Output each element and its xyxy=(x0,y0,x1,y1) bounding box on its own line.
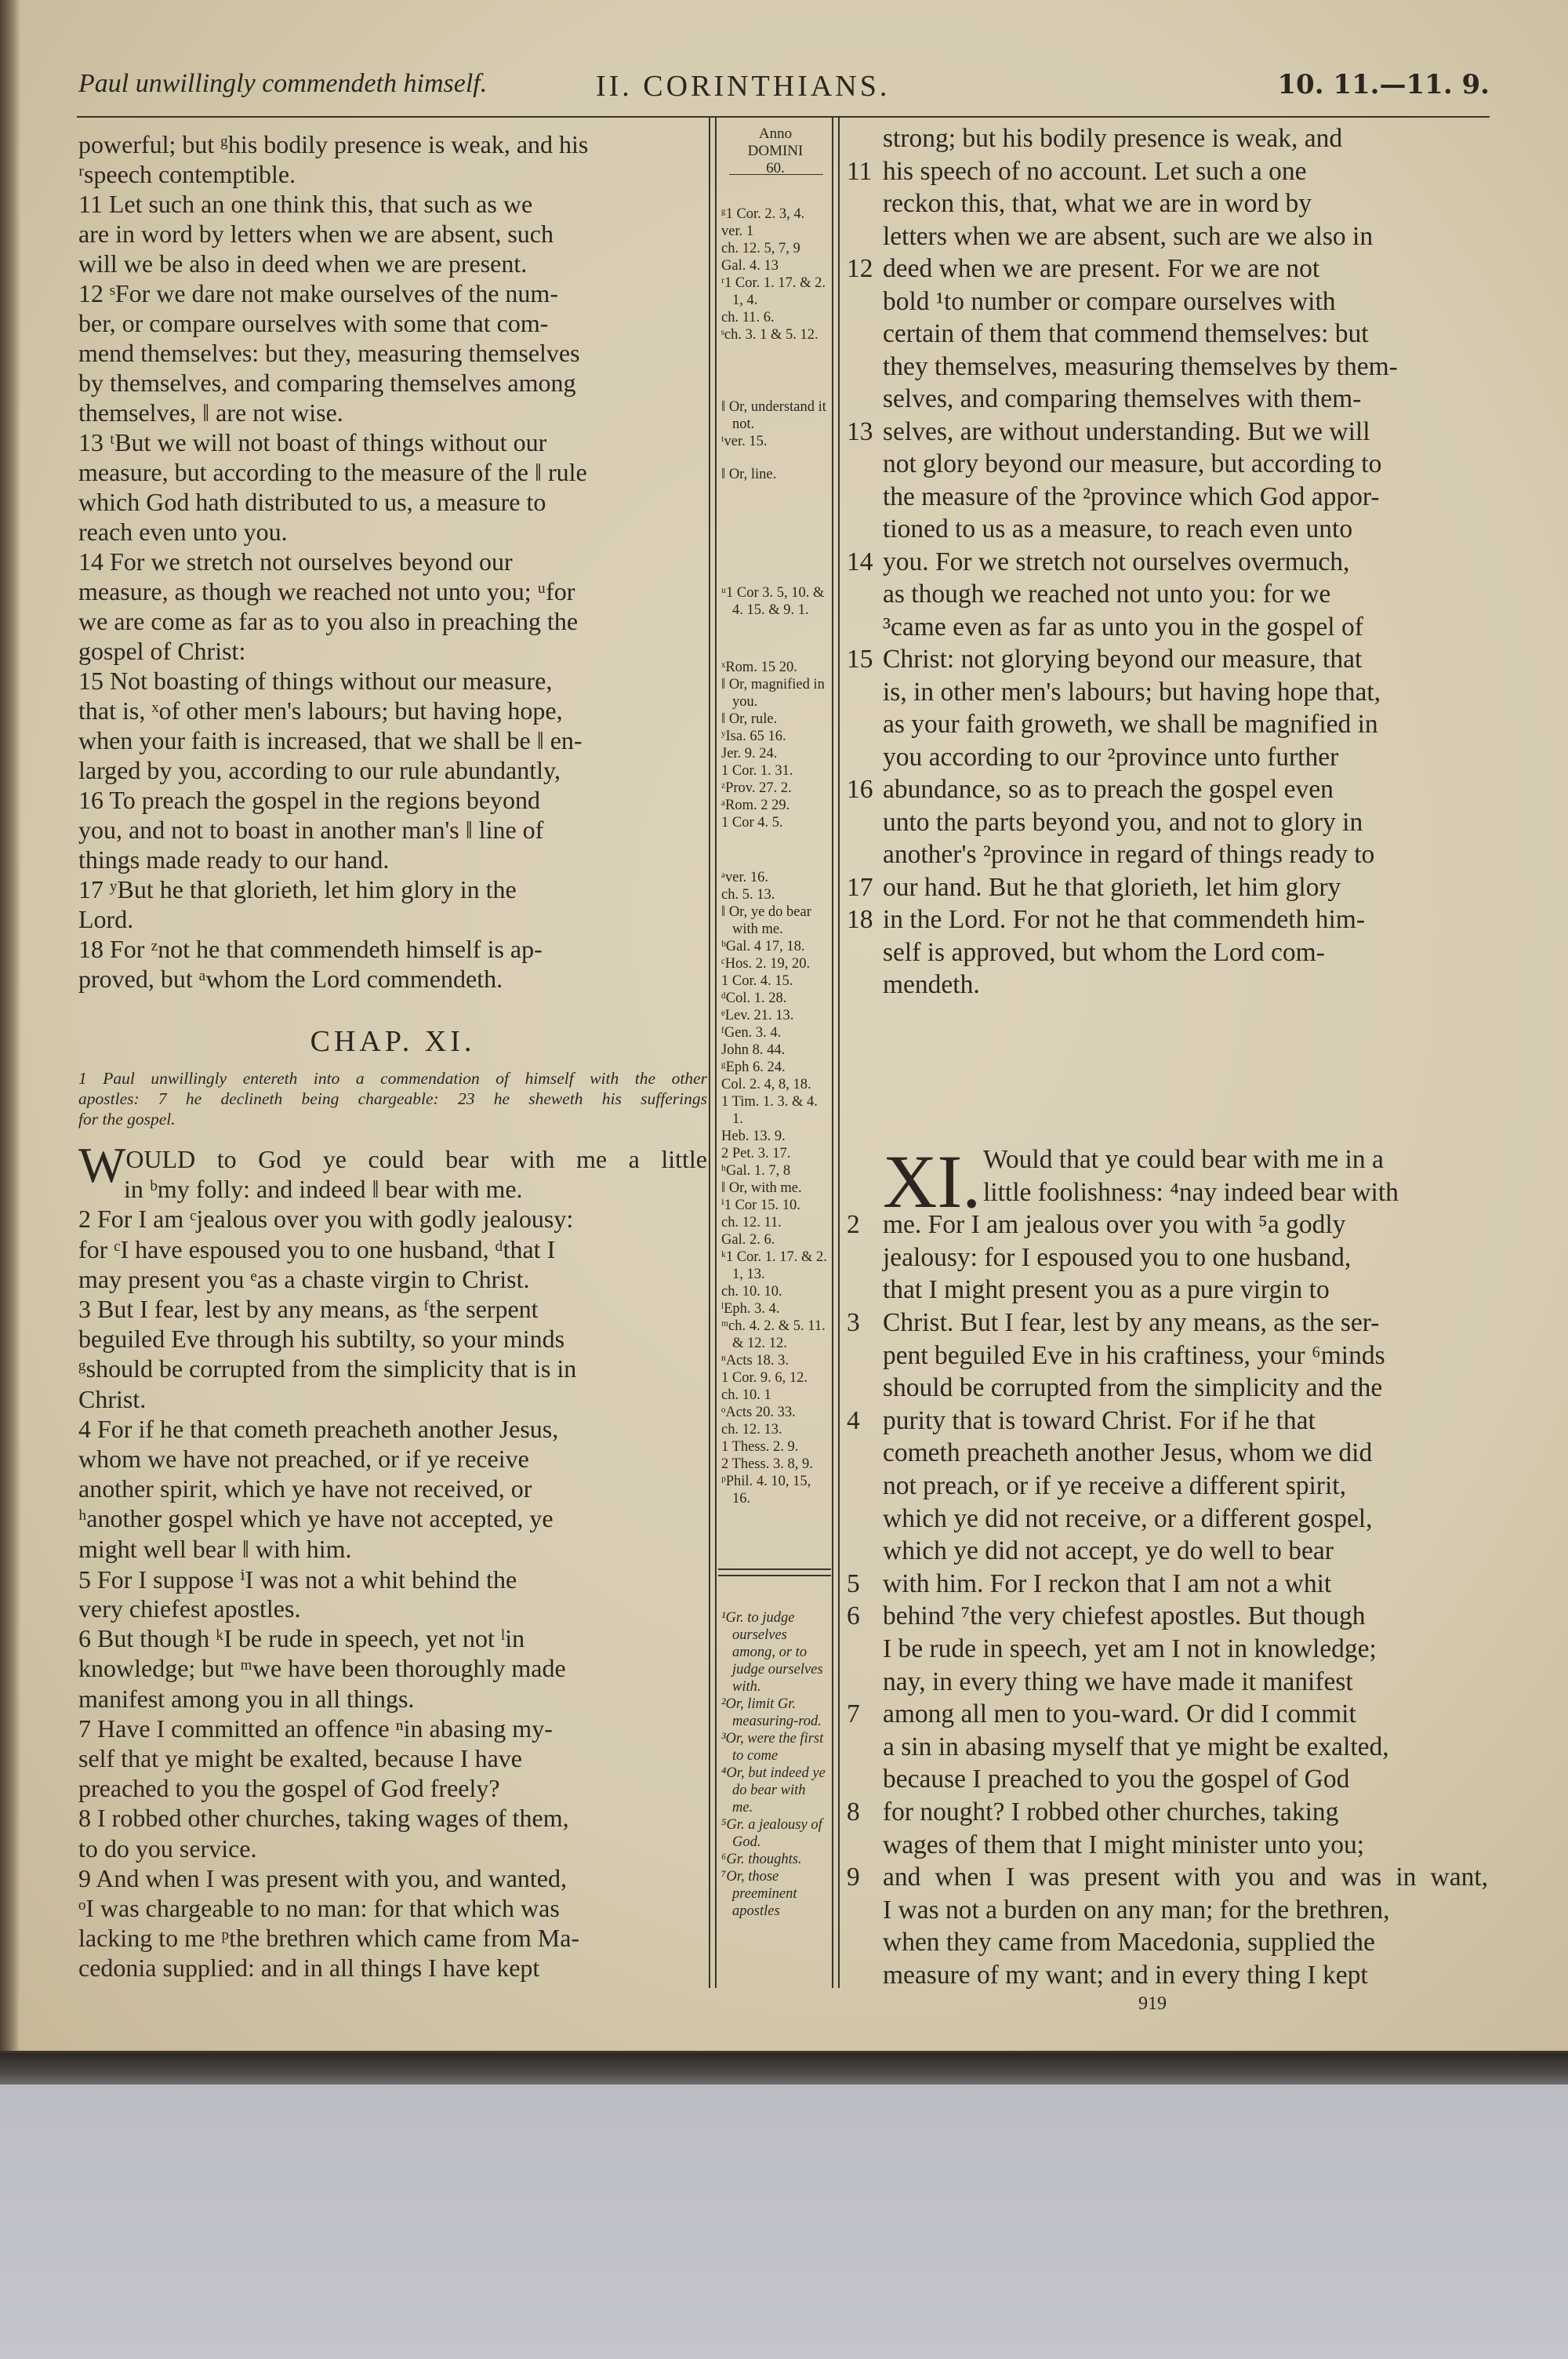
verse-line: 3 But I fear, lest by any means, as ᶠthe serpent xyxy=(78,1295,539,1323)
verse-line xyxy=(883,189,1488,219)
verse-line: 13 ᵗBut we will not boast of things without our xyxy=(78,428,547,456)
footnote-rule xyxy=(718,1575,831,1576)
reference-note: 1 Cor. 1. 31. xyxy=(721,763,793,779)
verse-line: 4 For if he that cometh preacheth another Jesus, xyxy=(78,1414,559,1443)
verse-line xyxy=(883,287,1488,317)
verse-line xyxy=(847,254,1488,284)
verse-number: 4 xyxy=(847,1405,860,1435)
reference-group xyxy=(721,869,829,1507)
verse-text: and when I was present with you and was in want, xyxy=(883,1863,1488,1892)
verse-line: ʰanother gospel which ye have not accepted, ye xyxy=(78,1504,554,1533)
verse-line: we are come as far as to you also in preaching the xyxy=(78,607,579,635)
anno-domini xyxy=(721,125,829,177)
reference-note: ch. 5. 13. xyxy=(721,887,775,903)
reference-note: ‖ Or, ye do bear with me. xyxy=(721,904,811,937)
verse-line xyxy=(883,938,1488,968)
verse-line xyxy=(883,384,1488,414)
reference-note: ᵒActs 20. 33. xyxy=(721,1405,796,1420)
verse-text: OULD to God ye could bear with me a little xyxy=(125,1145,707,1173)
reference-group xyxy=(721,659,829,831)
verse-text: I was not a burden on any man; for the brethren, xyxy=(883,1895,1390,1925)
verse-number: 7 xyxy=(847,1699,860,1729)
reference-note: ch. 12. 5, 7, 9 xyxy=(721,241,800,256)
verse-line: for ᶜI have espoused you to one husband, ᵈthat I xyxy=(78,1234,556,1263)
reference-note: 2 Thess. 3. 8, 9. xyxy=(721,1456,813,1472)
reference-group xyxy=(721,398,829,450)
verse-line: are in word by letters when we are absent, such xyxy=(78,220,554,248)
verse-text: behind ⁷the very chiefest apostles. But though xyxy=(883,1601,1366,1631)
verse-line: ᵍshould be corrupted from the simplicity that is in xyxy=(78,1354,577,1383)
verse-line xyxy=(883,1765,1488,1794)
verse-line xyxy=(883,1341,1488,1371)
reference-note: 1 Cor 4. 5. xyxy=(721,815,783,831)
reference-note: 1 Cor. 9. 6, 12. xyxy=(721,1370,808,1386)
verse-line: Lord. xyxy=(78,905,134,933)
verse-line xyxy=(847,416,1488,447)
verse-line xyxy=(847,1797,1488,1827)
verse-line xyxy=(883,319,1488,349)
reference-note: Heb. 13. 9. xyxy=(721,1129,786,1144)
verse-text: which ye did not accept, ye do well to bear xyxy=(883,1536,1334,1566)
verse-line xyxy=(883,1896,1488,1925)
reference-note: ᵍ1 Cor. 2. 3, 4. xyxy=(721,206,805,222)
verse-line: 9 And when I was present with you, and wanted, xyxy=(78,1863,567,1892)
verse-text: reckon this, that, what we are in word by xyxy=(883,189,1312,218)
reference-note: ᵏ1 Cor. 1. 17. & 2. 1, 13. xyxy=(721,1249,827,1282)
verse-line xyxy=(883,1243,1488,1273)
verse-line: lacking to me ᵖthe brethren which came from Ma- xyxy=(78,1924,580,1953)
verse-line: proved, but ᵃwhom the Lord commendeth. xyxy=(78,965,503,993)
reference-group xyxy=(721,205,829,343)
verse-number: 16 xyxy=(847,775,873,804)
column-rule xyxy=(838,118,840,1988)
verse-line xyxy=(847,775,1488,805)
verse-line: preached to you the gospel of God freely? xyxy=(78,1774,500,1803)
verse-line: 16 To preach the gospel in the regions beyond xyxy=(78,786,541,814)
verse-line xyxy=(883,710,1488,740)
verse-text: little foolishness: ⁴nay indeed bear with xyxy=(983,1177,1399,1207)
verse-text: not preach, or if ye receive a different spirit, xyxy=(883,1471,1346,1500)
reference-note: ch. 12. 13. xyxy=(721,1422,782,1438)
verse-text: abundance, so as to preach the gospel even xyxy=(883,775,1334,804)
reference-note: ver. 1 xyxy=(721,224,754,239)
verse-text: is, in other men's labours; but having hope that, xyxy=(883,677,1381,707)
verse-line: which God hath distributed to us, a measure to xyxy=(78,488,546,516)
verse-line xyxy=(847,1699,1488,1729)
verse-line xyxy=(983,1178,1488,1208)
verse-text: in the Lord. For not he that commendeth him- xyxy=(883,905,1365,934)
verse-line xyxy=(883,352,1488,382)
verse-text: tioned to us as a measure, to reach even unto xyxy=(883,514,1353,543)
verse-text: mendeth. xyxy=(883,970,980,999)
verse-line xyxy=(883,1928,1488,1957)
verse-line xyxy=(847,1601,1488,1631)
summary-line: apostles: 7 he declineth being chargeable: 23 he sheweth his sufferings xyxy=(78,1089,707,1108)
verse-line xyxy=(883,1634,1488,1664)
verse-text: Christ: not glorying beyond our measure, that xyxy=(883,645,1363,674)
verse-line xyxy=(883,1471,1488,1501)
reference-note: ᵃver. 16. xyxy=(721,870,769,885)
verse-line xyxy=(883,1373,1488,1403)
reference-group xyxy=(721,1609,829,1920)
reference-note: Jer. 9. 24. xyxy=(721,746,778,761)
verse-line xyxy=(883,840,1488,870)
verse-text: which ye did not receive, or a different gospel, xyxy=(883,1503,1373,1533)
verse-line xyxy=(883,1830,1488,1860)
verse-number: 13 xyxy=(847,416,873,446)
verse-line xyxy=(847,645,1488,674)
verse-line: beguiled Eve through his subtilty, so your minds xyxy=(78,1325,565,1354)
verse-line: measure, as though we reached not unto you; ᵘfor xyxy=(78,577,575,605)
column-rule xyxy=(715,118,717,1988)
verse-line xyxy=(883,970,1488,1000)
verse-text: Would that ye could bear with me in a xyxy=(983,1145,1384,1174)
verse-text: his speech of no account. Let such a one xyxy=(883,156,1307,186)
summary-line: for the gospel. xyxy=(78,1110,176,1129)
verse-text: nay, in every thing we have made it manifest xyxy=(883,1667,1353,1696)
reference-note: ᵘ1 Cor 3. 5, 10. & 4. 15. & 9. 1. xyxy=(721,585,825,618)
verse-line: reach even unto you. xyxy=(78,518,288,546)
verse-number: 6 xyxy=(847,1601,860,1631)
reference-note: ˣRom. 15 20. xyxy=(721,660,797,675)
reference-note: ᵖPhil. 4. 10, 15, 16. xyxy=(721,1474,811,1507)
verse-text: should be corrupted from the simplicity and the xyxy=(883,1373,1383,1403)
reference-note: ᵐch. 4. 2. & 5. 11. & 12. 12. xyxy=(721,1318,826,1351)
reference-group xyxy=(721,466,829,483)
verse-line: ᵒI was chargeable to no man: for that which was xyxy=(78,1894,560,1922)
book-title: II. CORINTHIANS. xyxy=(596,70,891,103)
verse-text: selves, are without understanding. But we will xyxy=(883,416,1370,446)
verse-line: Christ. xyxy=(78,1384,147,1413)
reference-note: Col. 2. 4, 8, 18. xyxy=(721,1077,811,1092)
verse-line: 18 For ᶻnot he that commendeth himself is ap- xyxy=(78,935,543,963)
verse-text: you according to our ²province unto further xyxy=(883,742,1339,772)
verse-line: 17 ʸBut he that glorieth, let him glory in the xyxy=(78,875,517,903)
verse-text: they themselves, measuring themselves by them- xyxy=(883,351,1398,381)
verse-text: jealousy: for I espoused you to one husband, xyxy=(883,1242,1352,1272)
verse-line xyxy=(883,612,1488,642)
reference-note: ⁱ1 Cor 15. 10. xyxy=(721,1198,800,1213)
verse-line: 12 ˢFor we dare not make ourselves of the num- xyxy=(78,279,558,307)
verse-text: that I might present you as a pure virgin to xyxy=(883,1275,1330,1305)
reference-note: Gal. 2. 6. xyxy=(721,1232,775,1248)
reference-note: ᵈCol. 1. 28. xyxy=(721,990,787,1006)
reference-note: Gal. 4. 13 xyxy=(721,258,779,274)
verse-text: the measure of the ²province which God appor- xyxy=(883,482,1380,511)
footnote-rule xyxy=(718,1568,831,1570)
verse-line: knowledge; but ᵐwe have been thoroughly made xyxy=(78,1654,566,1683)
reference-note: ˢch. 3. 1 & 5. 12. xyxy=(721,327,818,343)
reference-note: ˡEph. 3. 4. xyxy=(721,1301,780,1317)
reference-note: ⁿActs 18. 3. xyxy=(721,1353,789,1369)
verse-line xyxy=(883,1961,1488,1990)
verse-line: another spirit, which ye have not received, or xyxy=(78,1474,532,1503)
reference-note: ch. 11. 6. xyxy=(721,310,775,325)
verse-line: cedonia supplied: and in all things I have kept xyxy=(78,1954,540,1983)
header-rule xyxy=(77,116,1490,118)
verse-number: 11 xyxy=(847,156,873,186)
verse-text: among all men to you-ward. Or did I commit xyxy=(883,1699,1356,1729)
verse-line: 6 But though ᵏI be rude in speech, yet not ˡin xyxy=(78,1624,525,1653)
verse-line xyxy=(983,1145,1488,1175)
verse-line: 2 For I am ᶜjealous over you with godly jealousy: xyxy=(78,1205,574,1234)
verse-number: 14 xyxy=(847,547,873,576)
verse-text: certain of them that commend themselves: but xyxy=(883,319,1369,348)
reference-group xyxy=(721,584,829,619)
verse-line: 15 Not boasting of things without our measure, xyxy=(78,667,553,695)
verse-text: deed when we are present. For we are not xyxy=(883,254,1320,283)
book-binding xyxy=(0,0,20,2051)
reference-note: ³Or, were the first to come xyxy=(721,1731,824,1764)
verse-text: bold ¹to number or compare ourselves with xyxy=(883,286,1336,316)
reference-note: ⁵Gr. a jealousy of God. xyxy=(721,1817,822,1850)
reference-note: 2 Pet. 3. 17. xyxy=(721,1146,791,1161)
reference-note: 1 Cor. 4. 15. xyxy=(721,973,793,989)
reference-note: ‖ Or, understand it not. xyxy=(721,399,826,432)
verse-number: 5 xyxy=(847,1568,860,1598)
verse-line xyxy=(883,124,1488,154)
verse-text: cometh preacheth another Jesus, whom we did xyxy=(883,1438,1373,1468)
verse-text: me. For I am jealous over you with ⁵a godly xyxy=(883,1210,1346,1240)
summary-line: 1 Paul unwillingly entereth into a commendation of himself with the other xyxy=(78,1069,707,1088)
reference-note: ⁴Or, but indeed ye do bear with me. xyxy=(721,1765,826,1816)
verse-line: ber, or compare ourselves with some that com- xyxy=(78,309,549,337)
reference-note: ‖ Or, with me. xyxy=(721,1180,802,1196)
verse-text: wages of them that I might minister unto you; xyxy=(883,1830,1365,1859)
verse-line xyxy=(847,1308,1488,1338)
verse-line: might well bear ‖ with him. xyxy=(78,1534,352,1563)
verse-line: you, and not to boast in another man's ‖ line of xyxy=(78,816,544,844)
verse-number: 8 xyxy=(847,1797,860,1826)
reference-note: ⁶Gr. thoughts. xyxy=(721,1852,802,1867)
verse-line: things made ready to our hand. xyxy=(78,845,390,874)
reference-note: ‖ Or, magnified in you. xyxy=(721,677,825,710)
verse-line xyxy=(883,1438,1488,1468)
verse-number: 15 xyxy=(847,645,873,674)
reference-note: ch. 12. 11. xyxy=(721,1215,782,1230)
running-head-left: Paul unwillingly commendeth himself. xyxy=(78,69,488,98)
chapter-heading: CHAP. XI. xyxy=(310,1025,476,1058)
reference-note: ᶻProv. 27. 2. xyxy=(721,780,792,796)
verse-line xyxy=(847,1568,1488,1599)
verse-line xyxy=(883,678,1488,707)
verse-line xyxy=(847,156,1488,187)
verse-line xyxy=(883,1275,1488,1305)
verse-text: because I preached to you the gospel of God xyxy=(883,1765,1350,1794)
reference-note: ʰGal. 1. 7, 8 xyxy=(721,1163,791,1179)
reference-note: ᵃRom. 2 29. xyxy=(721,798,790,813)
reference-note: ¹Gr. to judge ourselves among, or to judge ourselves with. xyxy=(721,1610,823,1695)
verse-text: strong; but his bodily presence is weak, and xyxy=(883,124,1343,153)
verse-number: 2 xyxy=(847,1210,860,1240)
reference-note: ch. 10. 10. xyxy=(721,1284,782,1299)
verse-line: 5 For I suppose ⁱI was not a whit behind the xyxy=(78,1565,517,1594)
verse-line xyxy=(847,905,1488,935)
verse-text: selves, and comparing themselves with them- xyxy=(883,384,1362,413)
reference-note: ᵗver. 15. xyxy=(721,434,768,449)
verse-line xyxy=(883,1732,1488,1762)
reference-note: ‖ Or, line. xyxy=(721,467,777,482)
verse-text: you. For we stretch not ourselves overmuch, xyxy=(883,547,1350,576)
verse-text: ³came even as far as unto you in the gospel of xyxy=(883,612,1363,642)
chapter-dropcap: XI. xyxy=(883,1140,982,1223)
domini-label: DOMINI xyxy=(747,143,804,159)
verse-text: our hand. But he that glorieth, let him glory xyxy=(883,872,1341,902)
verse-text: measure of my want; and in every thing I kept xyxy=(883,1961,1368,1990)
verse-line: larged by you, according to our rule abundantly, xyxy=(78,756,561,784)
reference-note: ᵍEph 6. 24. xyxy=(721,1060,786,1075)
verse-line: 14 For we stretch not ourselves beyond our xyxy=(78,547,513,576)
reference-note: ᵇGal. 4 17, 18. xyxy=(721,939,805,954)
verse-line: may present you ᵉas a chaste virgin to Christ. xyxy=(78,1264,530,1293)
verse-text: as though we reached not unto you: for we xyxy=(883,580,1331,609)
verse-text: as your faith groweth, we shall be magnified in xyxy=(883,710,1378,739)
verse-line: mend themselves: but they, measuring themselves xyxy=(78,339,580,367)
verse-text: a sin in abasing myself that ye might be exalted, xyxy=(883,1732,1389,1761)
verse-line xyxy=(847,1405,1488,1436)
verse-line: manifest among you in all things. xyxy=(78,1684,415,1713)
verse-line: gospel of Christ: xyxy=(78,637,246,665)
verse-number: 18 xyxy=(847,905,873,934)
verse-line: whom we have not preached, or if ye receive xyxy=(78,1445,529,1473)
reference-note: John 8. 44. xyxy=(721,1042,786,1058)
verse-number: 17 xyxy=(847,872,873,902)
verse-line: themselves, ‖ are not wise. xyxy=(78,398,343,427)
reference-note: ⁷Or, those preeminent apostles xyxy=(721,1869,797,1919)
reference-note: ᶜHos. 2. 19, 20. xyxy=(721,956,811,972)
verse-line xyxy=(847,872,1488,903)
verse-line xyxy=(883,514,1488,544)
verse-text: pent beguiled Eve in his craftiness, your ⁶minds xyxy=(883,1340,1385,1370)
page-number: 919 xyxy=(1138,1994,1167,2014)
verse-text: for nought? I robbed other churches, taking xyxy=(883,1797,1339,1826)
verse-text: not glory beyond our measure, but according to xyxy=(883,449,1382,478)
verse-line: 11 Let such an one think this, that such as we xyxy=(78,190,533,218)
verse-line xyxy=(847,1863,1488,1892)
verse-number: 9 xyxy=(847,1863,860,1892)
verse-number: 3 xyxy=(847,1308,860,1337)
verse-line xyxy=(883,222,1488,252)
verse-line xyxy=(883,743,1488,772)
verse-text: with him. For I reckon that I am not a whit xyxy=(883,1568,1332,1598)
verse-text: another's ²province in regard of things ready to xyxy=(883,840,1375,869)
verse-line xyxy=(847,547,1488,577)
chapter-verse-range: 10. 11.—11. 9. xyxy=(1277,69,1490,100)
book-edge xyxy=(0,2053,1568,2085)
verse-text: when they came from Macedonia, supplied the xyxy=(883,1928,1375,1957)
chapter-summary xyxy=(78,1068,707,1129)
verse-line: powerful; but ᵍhis bodily presence is weak, and his xyxy=(78,130,589,158)
verse-text: unto the parts beyond you, and not to glory in xyxy=(883,807,1363,837)
verse-line: measure, but according to the measure of the ‖ rule xyxy=(78,458,587,486)
verse-line: 8 I robbed other churches, taking wages of them, xyxy=(78,1804,569,1833)
drop-initial: W xyxy=(78,1137,126,1193)
column-rule xyxy=(709,118,710,1988)
verse-line: 7 Have I committed an offence ⁿin abasing my- xyxy=(78,1714,553,1743)
verse-text: Christ. But I fear, lest by any means, as the ser- xyxy=(883,1308,1380,1337)
verse-line: by themselves, and comparing themselves among xyxy=(78,369,576,397)
reference-note: ᵉLev. 21. 13. xyxy=(721,1008,794,1023)
reference-note: ʳ1 Cor. 1. 17. & 2. 1, 4. xyxy=(721,275,826,308)
verse-line xyxy=(883,1667,1488,1697)
verse-text: letters when we are absent, such are we also in xyxy=(883,221,1374,251)
verse-line: very chiefest apostles. xyxy=(78,1594,301,1623)
verse-line: to do you service. xyxy=(78,1834,257,1863)
verse-line xyxy=(883,1536,1488,1566)
reference-note: 1 Thess. 2. 9. xyxy=(721,1439,799,1455)
reference-note: ʸIsa. 65 16. xyxy=(721,729,786,744)
verse-line xyxy=(883,808,1488,838)
verse-line: will we be also in deed when we are present. xyxy=(78,249,528,278)
verse-line: in ᵇmy folly: and indeed ‖ bear with me. xyxy=(124,1175,523,1204)
verse-line: self that ye might be exalted, because I have xyxy=(78,1744,522,1772)
verse-text: purity that is toward Christ. For if he that xyxy=(883,1405,1316,1435)
verse-number: 12 xyxy=(847,254,873,283)
verse-line xyxy=(883,580,1488,609)
reference-note: ch. 10. 1 xyxy=(721,1387,771,1403)
column-rule xyxy=(832,118,833,1988)
verse-text: self is approved, but whom the Lord com- xyxy=(883,937,1325,967)
reference-note: 1 Tim. 1. 3. & 4. 1. xyxy=(721,1094,818,1127)
verse-line: ʳspeech contemptible. xyxy=(78,160,296,188)
verse-line: when your faith is increased, that we shall be ‖ en- xyxy=(78,726,583,754)
verse-text: I be rude in speech, yet am I not in knowledge; xyxy=(883,1634,1377,1663)
year-label: 60. xyxy=(766,160,785,176)
verse-line: that is, ˣof other men's labours; but having hope, xyxy=(78,696,563,725)
reference-note: ‖ Or, rule. xyxy=(721,711,778,727)
verse-line xyxy=(883,449,1488,479)
reference-note: ²Or, limit Gr. measuring-rod. xyxy=(721,1696,822,1729)
verse-line xyxy=(883,482,1488,512)
reference-note: ᶠGen. 3. 4. xyxy=(721,1025,782,1041)
verse-line xyxy=(883,1504,1488,1534)
anno-label: Anno xyxy=(758,125,793,142)
